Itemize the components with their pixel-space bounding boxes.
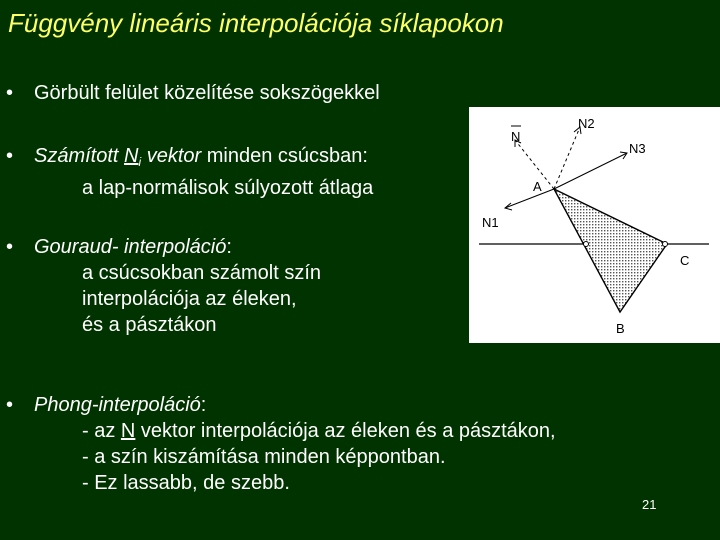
phong-term: Phong-interpoláció [34,394,201,416]
bullet-3 [4,234,321,338]
bullet-4 [4,392,556,496]
bullet-2-italic-b: vektor [141,145,202,167]
label-n3: N3 [629,141,646,156]
normal-n1-arrow [505,189,554,208]
normal-vector-n: N [124,145,139,167]
page-number: 21 [642,497,657,512]
bullet-dot: • [6,236,14,258]
bullet-2-line-2: a lap-normálisok súlyozott átlaga [82,177,374,199]
bullet-dot: • [6,394,14,416]
bullet-4-colon: : [200,394,207,416]
bullet-4-line-3: - Ez lassabb, de szebb. [82,472,290,494]
bullet-2 [4,143,373,201]
gouraud-term: Gouraud- interpoláció [34,236,227,258]
label-n: N [511,129,521,144]
bullet-4-line-2: - a szín kiszámítása minden képpontban. [82,446,446,468]
normal-interpolation-figure [469,107,720,343]
bullet-4-line-1-pre: - az [82,420,121,442]
normal-n2-arrow [554,127,580,189]
label-a: A [533,179,542,194]
bullet-3-line-3: és a pásztákon [82,314,217,336]
normal-n3-arrow [554,153,627,189]
bullet-1-text: Görbült felület közelítése sokszögekkel [34,82,380,104]
bullet-3-colon: : [226,236,232,258]
bullet-3-line-1: a csúcsokban számolt szín [82,262,321,284]
bullet-3-line-2: interpolációja az éleken, [82,288,297,310]
normal-vector-subscript: i [138,155,142,169]
slide-title: Függvény lineáris interpolációja síklapokon [8,8,504,38]
bullet-2-italic-a: Számított [34,145,125,167]
scan-point-left [584,242,589,247]
bullet-dot: • [6,82,14,104]
bullet-dot: • [6,145,14,167]
figure-svg [469,107,720,343]
bullet-4-line-1-post: vektor interpolációja az éleken és a pásztákon, [135,420,556,442]
phong-n-vector: N [120,420,136,442]
shaded-triangle [554,189,667,312]
label-c: C [680,253,690,268]
scan-point-right [663,242,668,247]
label-b: B [616,321,625,336]
bullet-1 [4,80,380,106]
bullet-2-rest: minden csúcsban: [201,145,368,167]
label-n1: N1 [482,215,499,230]
bullet-4-line-1 [82,418,556,444]
label-n2: N2 [578,116,595,131]
